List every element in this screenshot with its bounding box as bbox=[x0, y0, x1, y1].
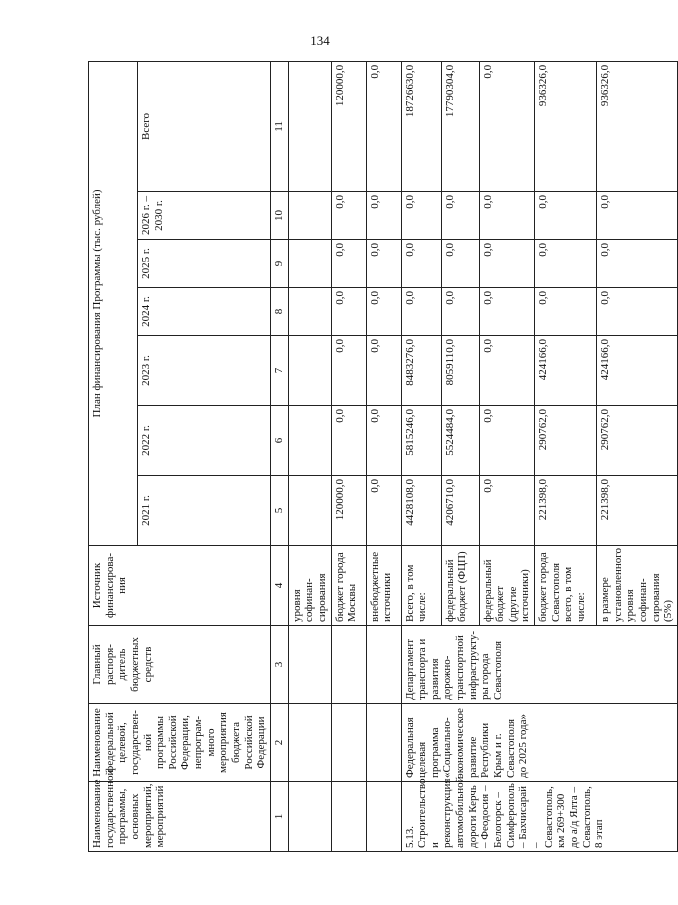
value-cell: 424166,0 bbox=[597, 336, 678, 406]
value-cell: 4206710,0 bbox=[441, 476, 479, 546]
col-number: 3 bbox=[270, 626, 288, 704]
empty-cell bbox=[366, 782, 401, 852]
value-cell: 0,0 bbox=[597, 288, 678, 336]
source-cell: уровня софинан-сирования bbox=[288, 546, 331, 626]
empty-cell bbox=[288, 782, 331, 852]
rotated-table-inner bbox=[88, 62, 675, 852]
value-cell: 290762,0 bbox=[597, 406, 678, 476]
header-row-plan bbox=[89, 61, 138, 851]
col-number: 10 bbox=[270, 192, 288, 240]
value-cell: 0,0 bbox=[331, 336, 366, 406]
empty-cell bbox=[331, 626, 366, 704]
value-cell: 424166,0 bbox=[535, 336, 597, 406]
empty-cell bbox=[288, 626, 331, 704]
source-cell: федеральный бюджет (ФЦП) bbox=[441, 546, 479, 626]
value-cell: 0,0 bbox=[331, 192, 366, 240]
value-cell: 8059110,0 bbox=[441, 336, 479, 406]
header-plan: План финансирования Программы (тыс. рублей) bbox=[89, 61, 138, 545]
value-cell: 0,0 bbox=[366, 406, 401, 476]
value-cell: 0,0 bbox=[366, 288, 401, 336]
empty-cell bbox=[366, 704, 401, 782]
value-cell: 0,0 bbox=[535, 288, 597, 336]
value-cell: 0,0 bbox=[479, 406, 535, 476]
value-cell: 936326,0 bbox=[535, 61, 597, 191]
value-cell bbox=[288, 476, 331, 546]
page-number: 134 bbox=[310, 33, 330, 48]
value-cell: 4428108,0 bbox=[401, 476, 441, 546]
col-number: 4 bbox=[270, 546, 288, 626]
value-cell: 18726630,0 bbox=[401, 61, 441, 191]
col-number: 8 bbox=[270, 288, 288, 336]
empty-cell bbox=[331, 704, 366, 782]
col-number: 9 bbox=[270, 240, 288, 288]
value-cell: 0,0 bbox=[441, 240, 479, 288]
value-cell: 0,0 bbox=[479, 288, 535, 336]
value-cell: 0,0 bbox=[331, 406, 366, 476]
measure-name: 5.13. Строительство и реконструкция автомобильной дороги Керчь – Феодосия – Белогорск – Симферополь – Бахчисарай – Севастополь, км 269+300 до а/д Ялта – Севастополь, 8 этап bbox=[401, 782, 677, 852]
header-col1: Наименование государственной программы, основных мероприятий, мероприятий bbox=[89, 782, 271, 852]
value-cell bbox=[288, 61, 331, 191]
value-cell: 221398,0 bbox=[535, 476, 597, 546]
budget-manager: Департамент транспорта и развития дорожно-транспортной инфраструкту-ры города Севастополя bbox=[401, 626, 677, 704]
value-cell: 0,0 bbox=[401, 192, 441, 240]
value-cell: 0,0 bbox=[479, 476, 535, 546]
value-cell bbox=[288, 288, 331, 336]
empty-cell bbox=[331, 782, 366, 852]
value-cell: 8483276,0 bbox=[401, 336, 441, 406]
header-year-2021: 2021 г. bbox=[138, 476, 271, 546]
value-cell bbox=[288, 406, 331, 476]
value-cell: 0,0 bbox=[441, 288, 479, 336]
value-cell: 0,0 bbox=[479, 61, 535, 191]
value-cell bbox=[288, 192, 331, 240]
col-number: 2 bbox=[270, 704, 288, 782]
value-cell: 0,0 bbox=[401, 240, 441, 288]
financing-table bbox=[88, 61, 678, 852]
col-number: 5 bbox=[270, 476, 288, 546]
table-row bbox=[401, 61, 441, 851]
header-col2: Наименование федеральной целевой, государствен-ной программы Российской Федерации, непрограм-много мероприятия бюджета Российской Федерации bbox=[89, 704, 271, 782]
value-cell: 0,0 bbox=[366, 336, 401, 406]
source-cell: бюджет города Севастополя всего, в том числе: bbox=[535, 546, 597, 626]
value-cell: 0,0 bbox=[535, 192, 597, 240]
value-cell: 0,0 bbox=[479, 336, 535, 406]
federal-program: Федеральная целевая программа «Социально-экономическое развитие Республики Крым и г. Севастополя до 2025 года» bbox=[401, 704, 677, 782]
value-cell: 0,0 bbox=[479, 192, 535, 240]
value-cell: 290762,0 bbox=[535, 406, 597, 476]
value-cell: 0,0 bbox=[366, 240, 401, 288]
value-cell bbox=[288, 336, 331, 406]
rotated-table-area bbox=[88, 62, 675, 852]
value-cell: 936326,0 bbox=[597, 61, 678, 191]
empty-cell bbox=[366, 626, 401, 704]
value-cell: 17790304,0 bbox=[441, 61, 479, 191]
col-number: 11 bbox=[270, 61, 288, 191]
source-cell: федеральный бюджет (другие источники) bbox=[479, 546, 535, 626]
col-number: 7 bbox=[270, 336, 288, 406]
value-cell: 0,0 bbox=[366, 192, 401, 240]
value-cell: 0,0 bbox=[535, 240, 597, 288]
value-cell: 120000,0 bbox=[331, 61, 366, 191]
col-number: 1 bbox=[270, 782, 288, 852]
value-cell bbox=[288, 240, 331, 288]
table-row bbox=[331, 61, 366, 851]
source-cell: Всего, в том числе: bbox=[401, 546, 441, 626]
value-cell: 0,0 bbox=[331, 288, 366, 336]
value-cell: 0,0 bbox=[401, 288, 441, 336]
value-cell: 0,0 bbox=[597, 240, 678, 288]
header-year-2025: 2025 г. bbox=[138, 240, 271, 288]
col-number: 6 bbox=[270, 406, 288, 476]
value-cell: 221398,0 bbox=[597, 476, 678, 546]
source-cell: внебюджетные источники bbox=[366, 546, 401, 626]
column-number-row bbox=[270, 61, 288, 851]
value-cell: 0,0 bbox=[331, 240, 366, 288]
value-cell: 120000,0 bbox=[331, 476, 366, 546]
header-col3: Главный распоря-дитель бюджетных средств bbox=[89, 626, 271, 704]
header-year-2022: 2022 г. bbox=[138, 406, 271, 476]
table-row bbox=[366, 61, 401, 851]
value-cell: 0,0 bbox=[441, 192, 479, 240]
header-year-2026-2030: 2026 г. – 2030 г. bbox=[138, 192, 271, 240]
header-year-2023: 2023 г. bbox=[138, 336, 271, 406]
header-total: Всего bbox=[138, 61, 271, 191]
value-cell: 0,0 bbox=[366, 61, 401, 191]
value-cell: 5524484,0 bbox=[441, 406, 479, 476]
value-cell: 0,0 bbox=[597, 192, 678, 240]
source-cell: бюджет города Москвы bbox=[331, 546, 366, 626]
header-year-2024: 2024 г. bbox=[138, 288, 271, 336]
value-cell: 5815246,0 bbox=[401, 406, 441, 476]
source-cell: в размере установленного уровня софинан-сирования (5%) bbox=[597, 546, 678, 626]
table-row bbox=[288, 61, 331, 851]
empty-cell bbox=[288, 704, 331, 782]
value-cell: 0,0 bbox=[366, 476, 401, 546]
value-cell: 0,0 bbox=[479, 240, 535, 288]
header-col4: Источник финансирова-ния bbox=[89, 546, 271, 626]
